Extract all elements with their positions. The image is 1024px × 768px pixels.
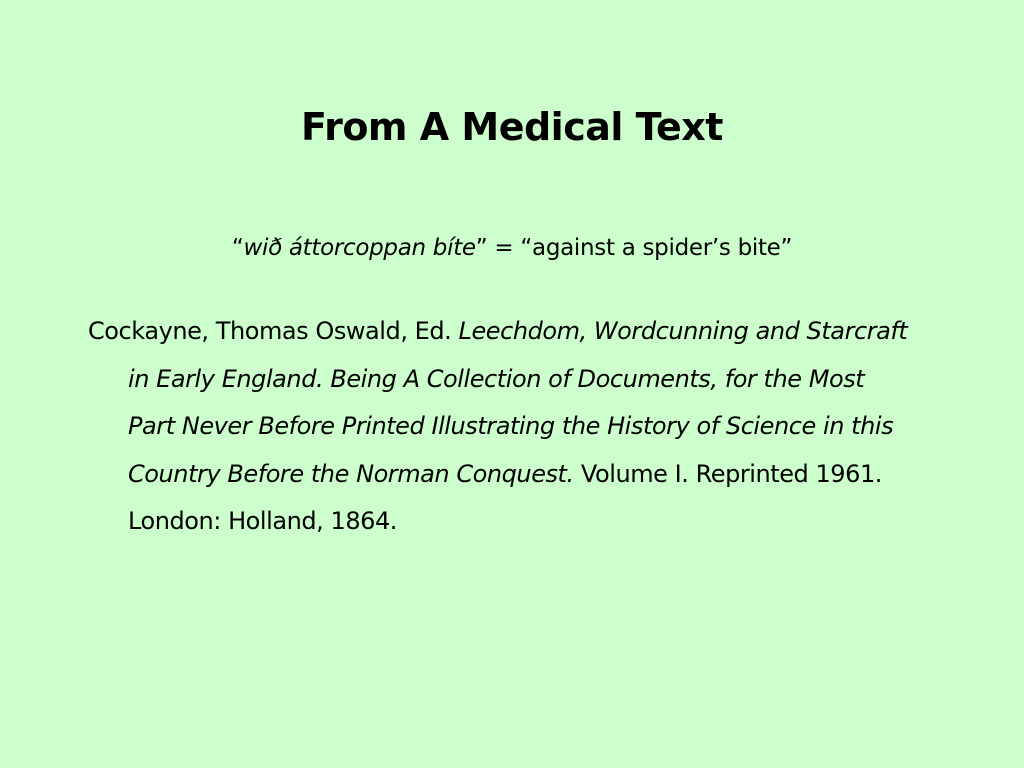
citation-editor: Cockayne, Thomas Oswald, Ed. — [88, 317, 459, 345]
quote-close-mark: ” — [475, 235, 488, 261]
quote-open-mark: “ — [231, 235, 244, 261]
modern-translation: “against a spider’s bite” — [520, 235, 793, 261]
bibliographic-citation — [88, 308, 918, 546]
equals-sign: = — [487, 235, 521, 261]
quote-line — [0, 228, 1024, 268]
citation-book-title: Leechdom, Wordcunning and Starcraft in Early England. Being A Collection of Documents, for the Most Part Never Before Printed Illustrating the History of Science in this Country Before the Norman Conquest. — [128, 317, 908, 488]
slide-title: From A Medical Text — [301, 105, 723, 149]
old-english-phrase: wið áttorcoppan bíte — [243, 235, 476, 261]
citation-publication-details: Volume I. Reprinted 1961. London: Holland, 1864. — [128, 459, 882, 535]
